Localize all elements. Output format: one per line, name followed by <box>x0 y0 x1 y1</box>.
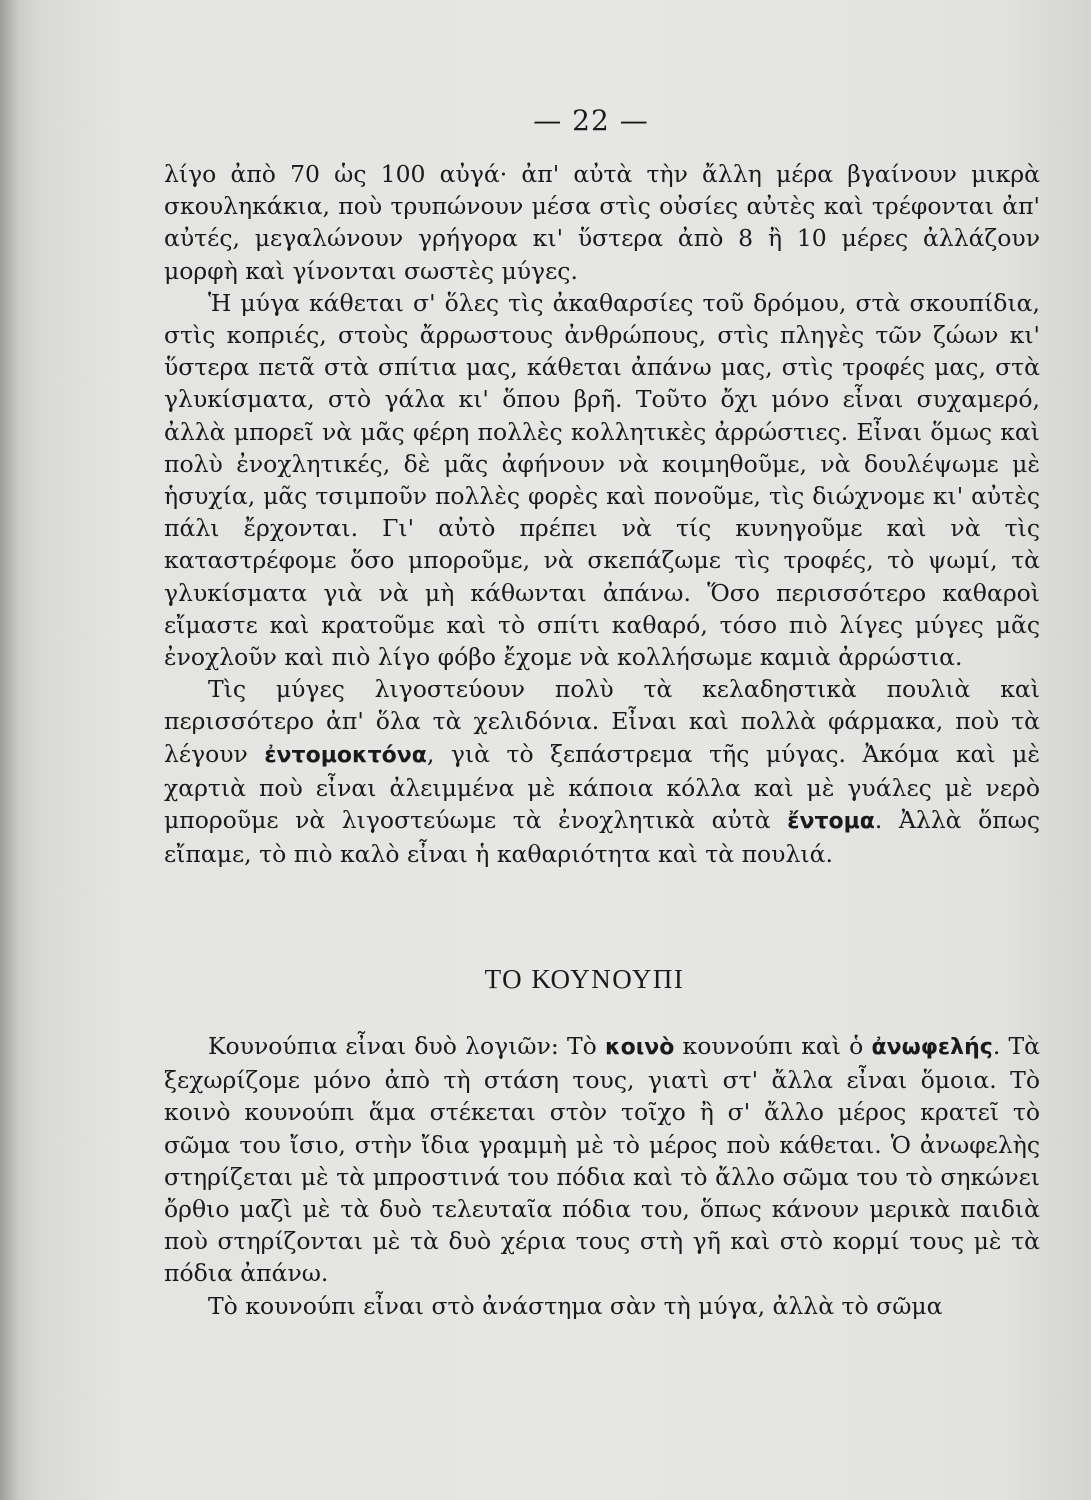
fly-p3-start: Τὶς μύγες λιγοστεύουν πολὺ τὰ κελαδηστικὰ πουλιὰ καὶ περισσότερο ἀπ' ὅλα τὰ χελιδόνια. Εἶναι καὶ πολλὰ φάρμακα, ποὺ τὰ λέγουν <box>164 675 1040 768</box>
mosquito-p1-end: . Τὰ ξεχωρίζομε μόνο ἀπὸ τὴ στάση τους, γιατὶ στ' ἄλλα εἶναι ὅμοια. Τὸ κοινὸ κουνούπι ἅμα στέκεται στὸν τοῖχο ἢ σ' ἄλλο μέρος κρατεῖ τὸ σῶμα του ἴσιο, στὴν ἴδια γραμμὴ μὲ τὸ μέρος ποὺ κάθεται. Ὁ ἀνωφελὴς στηρίζεται μὲ τὰ μπροστινά του πόδια καὶ τὸ ἄλλο σῶμα του τὸ σηκώνει ὄρθιο μαζὶ μὲ τὰ δυὸ τελευταῖα πόδια του, ὅπως κάνουν μερικὰ παιδιὰ ποὺ στηρίζονται μὲ τὰ δυὸ χέρια τους στὴ γῆ καὶ στὸ κορμί τους μὲ τὰ πόδια ἀπάνω. <box>164 1032 1041 1288</box>
fly-section-text <box>164 158 1040 870</box>
fly-paragraph-3 <box>164 673 1040 870</box>
fly-p3-middle: , γιὰ τὸ ξεπάστρεμα τῆς μύγας. Ἀκόμα καὶ μὲ χαρτιὰ ποὺ εἶναι ἀλειμμένα μὲ κάποια κόλλα καὶ μὲ γυάλες μὲ νερὸ μποροῦμε νὰ λιγοστεύωμε τὰ ἐνοχλητικὰ αὐτὰ <box>164 739 1040 835</box>
mosquito-paragraph-2: Τὸ κουνούπι εἶναι στὸ ἀνάστημα σὰν τὴ μύγα, ἀλλὰ τὸ σῶμα <box>208 1291 943 1320</box>
mosquito-p1-start: Κουνούπια εἶναι δυὸ λογιῶν: Τὸ <box>208 1032 605 1060</box>
term-common-mosquito: κοινὸ <box>604 1035 675 1060</box>
term-insects: ἔντομα <box>787 809 875 835</box>
term-insecticides: ἐντομοκτόνα <box>264 742 427 768</box>
mosquito-section-text <box>164 1030 1040 1322</box>
fly-paragraph-1: λίγο ἀπὸ 70 ὡς 100 αὐγά· ἀπ' αὐτὰ τὴν ἄλλη μέρα βγαίνουν μικρὰ σκουληκάκια, ποὺ τρυπώνουν μέσα στὶς οὐσίες αὐτὲς καὶ τρέφονται ἀπ' αὐτές, μεγαλώνουν γρήγορα κι' ὕστερα ἀπὸ 8 ἢ 10 μέρες ἀλλάζουν μορφὴ καὶ γίνονται σωστὲς μύγες. <box>164 160 1040 285</box>
section-heading-mosquito: ΤΟ ΚΟΥΝΟΥΠΙ <box>484 964 685 994</box>
page-binding-shadow <box>0 0 18 1500</box>
term-anopheles: ἀνωφελής <box>871 1035 993 1060</box>
fly-p3-end: . Ἀλλὰ ὅπως εἴπαμε, τὸ πιὸ καλὸ εἶναι ἡ καθαριότητα καὶ τὰ πουλιά. <box>164 806 1040 869</box>
page-number: — 22 — <box>533 104 649 137</box>
fly-paragraph-2: Ἡ μύγα κάθεται σ' ὅλες τὶς ἀκαθαρσίες τοῦ δρόμου, στὰ σκουπίδια, στὶς κοπριές, στοὺς ἄρρωστους ἀνθρώπους, στὶς πληγὲς τῶν ζώων κι' ὕστερα πετᾶ στὰ σπίτια μας, κάθεται ἀπάνω μας, στὶς τροφές μας, στὰ γλυκίσματα, στὸ γάλα κι' ὅπου βρῆ. Τοῦτο ὄχι μόνο εἶναι συχαμερό, ἀλλὰ μπορεῖ νὰ μᾶς φέρη πολλὲς κολλητικὲς ἀρρώστιες. Εἶναι ὅμως καὶ πολὺ ἐνοχλητικές, δὲ μᾶς ἀφήνουν νὰ κοιμηθοῦμε, νὰ δουλέψωμε μὲ ἡσυχία, μᾶς τσιμποῦν πολλὲς φορὲς καὶ πονοῦμε, τὶς διώχνομε κι' αὐτὲς πάλι ἔρχονται. Γι' αὐτὸ πρέπει νὰ τίς κυνηγοῦμε καὶ νὰ τὶς καταστρέφομε ὅσο μποροῦμε, νὰ σκεπάζωμε τὶς τροφές, τὸ ψωμί, τὰ γλυκίσματα γιὰ νὰ μὴ κάθωνται ἀπάνω. Ὅσο περισσότερο καθαροὶ εἴμαστε καὶ κρατοῦμε καὶ τὸ σπίτι καθαρό, τόσο πιὸ λίγες μύγες μᾶς ἐνοχλοῦν καὶ πιὸ λίγο φόβο ἔχομε νὰ κολλήσωμε καμιὰ ἀρρώστια. <box>164 288 1040 672</box>
mosquito-p1-middle: κουνούπι καὶ ὁ <box>674 1032 872 1060</box>
mosquito-paragraph-1 <box>164 1030 1040 1290</box>
